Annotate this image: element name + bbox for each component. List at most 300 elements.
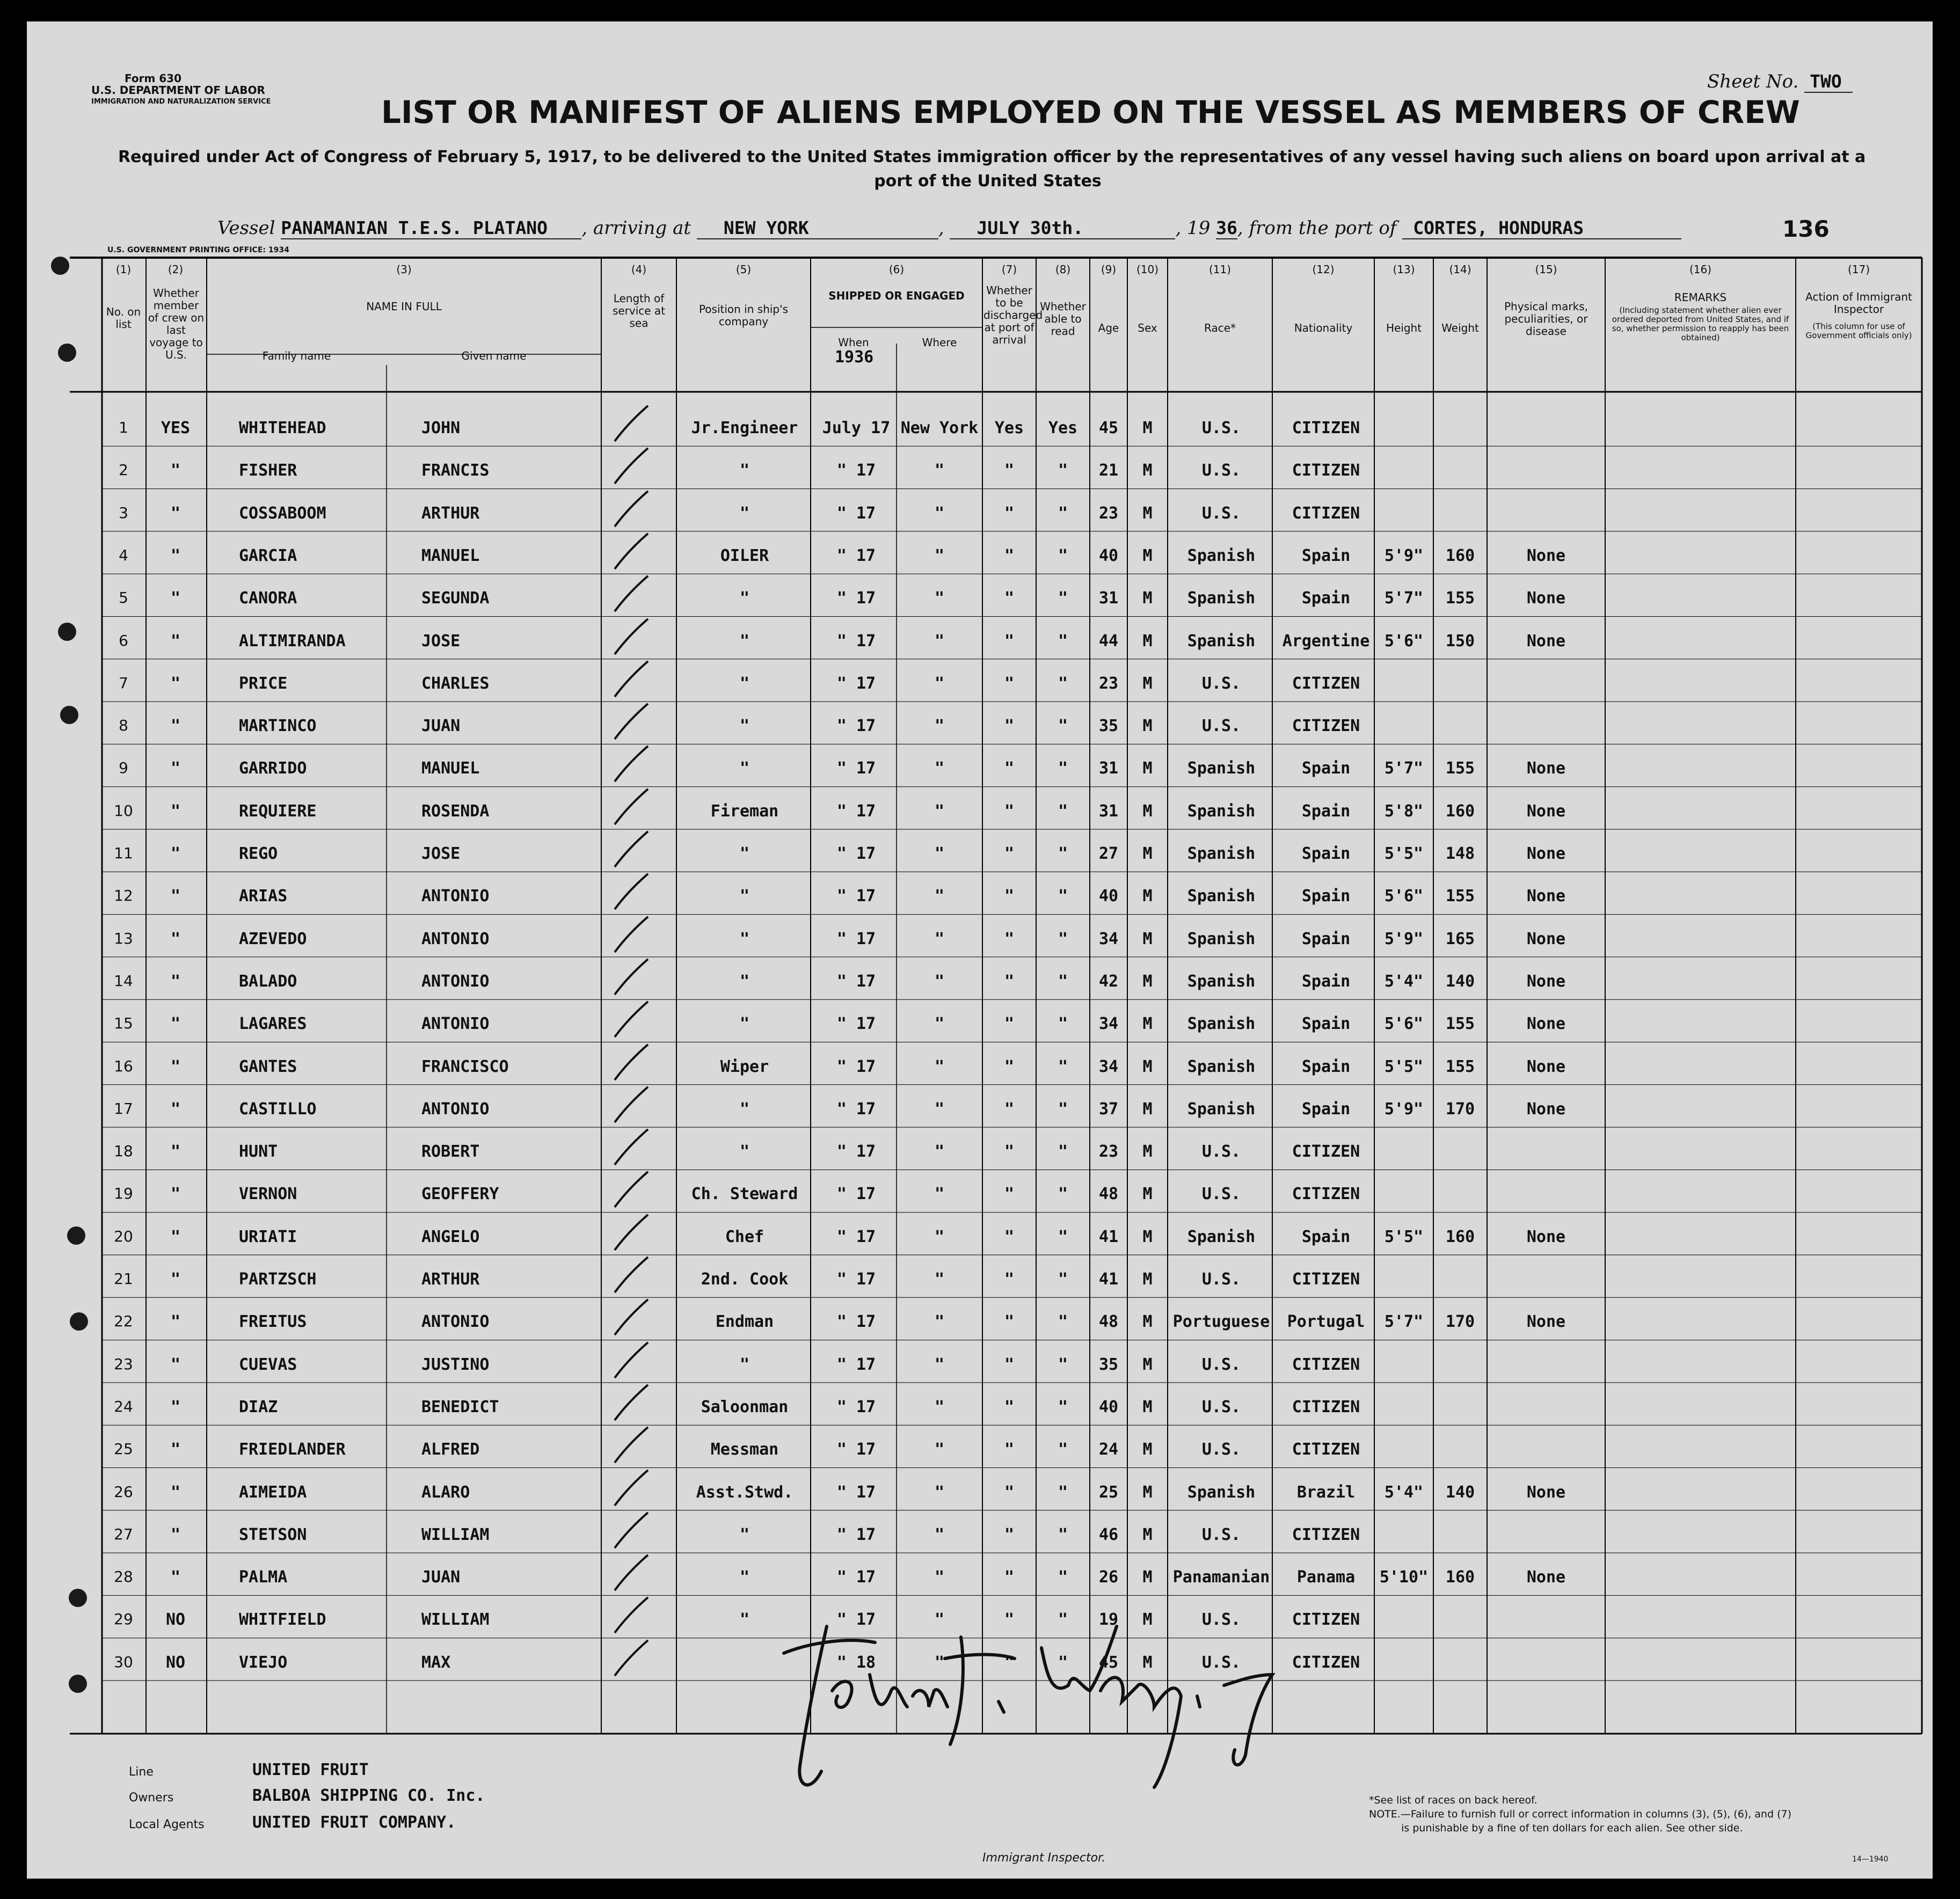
cell-family: COSSABOOM [239, 503, 326, 523]
cell-race: U.S. [1201, 1355, 1241, 1374]
cell-given: ARTHUR [421, 503, 480, 523]
cell-marks: None [1526, 631, 1566, 651]
cell-family: AIMEIDA [239, 1482, 307, 1502]
cell-nationality: CITIZEN [1292, 674, 1360, 693]
cell-sex: M [1142, 929, 1153, 948]
cell-position: " [739, 503, 750, 523]
col-8-header: Whether able to read [1040, 300, 1086, 338]
arrival-year: 36 [1216, 217, 1237, 238]
cell-when: " 17 [836, 1482, 876, 1502]
cell-family: GARRIDO [239, 759, 307, 778]
cell-family: REQUIERE [239, 801, 317, 821]
service-check-mark [609, 1126, 652, 1169]
cell-where: " [934, 887, 945, 906]
service-check-mark [609, 403, 652, 445]
col-3-given-header: Given name [461, 349, 527, 362]
cell-weight: 150 [1445, 631, 1475, 651]
cell-age: 35 [1098, 717, 1119, 736]
cell-no: 6 [119, 631, 128, 649]
cell-no: 10 [114, 801, 133, 820]
cell-age: 23 [1098, 1142, 1119, 1162]
cell-height: 5'5" [1384, 1227, 1424, 1246]
cell-given: ROBERT [421, 1142, 480, 1162]
cell-where: " [934, 631, 945, 651]
cell-read: " [1058, 1482, 1068, 1502]
vessel-label: Vessel [217, 217, 275, 239]
cell-height: 5'7" [1384, 759, 1424, 778]
cell-weight: 160 [1445, 1568, 1475, 1587]
cell-sex: M [1142, 1482, 1153, 1502]
cell-height: 5'5" [1384, 844, 1424, 863]
cell-nationality: CITIZEN [1292, 1397, 1360, 1416]
cell-height: 5'9" [1384, 546, 1424, 565]
cell-race: U.S. [1201, 1185, 1241, 1204]
cell-no: 14 [114, 972, 133, 990]
cell-read: " [1058, 1185, 1068, 1204]
col-13-header: Height [1386, 322, 1422, 334]
cell-marks: None [1526, 589, 1566, 608]
cell-last: " [170, 801, 181, 821]
cell-read: " [1058, 1312, 1068, 1332]
arriving-label: , arriving at [581, 217, 691, 239]
cell-last: " [170, 1185, 181, 1204]
cell-race: Spanish [1187, 759, 1256, 778]
cell-given: ANGELO [421, 1227, 480, 1246]
col-1-number: (1) [115, 263, 132, 276]
cell-family: STETSON [239, 1525, 307, 1544]
cell-discharged: " [1004, 546, 1015, 565]
cell-sex: M [1142, 1270, 1153, 1289]
cell-marks: None [1526, 972, 1566, 991]
cell-when: " 17 [836, 1227, 876, 1246]
cell-sex: M [1142, 1312, 1153, 1332]
cell-race: Spanish [1187, 589, 1256, 608]
punch-hole [51, 257, 69, 275]
cell-family: ARIAS [239, 887, 288, 906]
line-label: Line [129, 1765, 154, 1779]
cell-family: GANTES [239, 1057, 297, 1076]
cell-where: " [934, 1057, 945, 1076]
col-11-header: Race* [1204, 322, 1236, 334]
page-number: 136 [1782, 216, 1830, 242]
cell-position: " [739, 844, 750, 863]
cell-marks: None [1526, 844, 1566, 863]
service-check-mark [609, 488, 652, 531]
cell-given: BENEDICT [421, 1397, 499, 1416]
cell-height: 5'6" [1384, 1014, 1424, 1034]
cell-weight: 148 [1445, 844, 1475, 863]
punch-hole [60, 706, 78, 724]
cell-when: " 17 [836, 887, 876, 906]
cell-age: 21 [1098, 461, 1119, 480]
cell-sex: M [1142, 1397, 1153, 1416]
cell-position: " [739, 1099, 750, 1119]
cell-position: " [739, 972, 750, 991]
cell-weight: 170 [1445, 1099, 1475, 1119]
cell-when: " 17 [836, 929, 876, 948]
cell-when: " 18 [836, 1653, 876, 1672]
cell-position: 2nd. Cook [701, 1270, 789, 1289]
cell-family: REGO [239, 844, 278, 863]
owners-value: BALBOA SHIPPING CO. Inc. [252, 1786, 485, 1805]
cell-last: " [170, 717, 181, 736]
col-5-header: Position in ship's company [698, 303, 789, 328]
service-check-mark [609, 998, 652, 1041]
punch-hole [69, 1675, 87, 1693]
cell-discharged: Yes [994, 419, 1024, 437]
col-11-number: (11) [1208, 263, 1232, 276]
cell-marks: None [1526, 929, 1566, 948]
cell-position: " [739, 1355, 750, 1374]
cell-given: JOHN [421, 419, 461, 437]
cell-age: 37 [1098, 1099, 1119, 1119]
form-code: 14—1940 [1852, 1855, 1889, 1864]
cell-family: FISHER [239, 461, 297, 480]
cell-family: BALADO [239, 972, 297, 991]
cell-no: 2 [119, 461, 128, 479]
col-13-number: (13) [1393, 263, 1415, 276]
cell-age: 25 [1098, 1482, 1119, 1502]
cell-marks: None [1526, 1227, 1566, 1246]
owners-label: Owners [129, 1791, 174, 1805]
col-9-header: Age [1098, 322, 1119, 334]
cell-discharged: " [1004, 1014, 1015, 1034]
cell-when: " 17 [836, 1568, 876, 1587]
cell-family: GARCIA [239, 546, 297, 565]
cell-race: U.S. [1201, 1653, 1241, 1672]
cell-no: 8 [119, 717, 128, 735]
cell-race: Portuguese [1172, 1312, 1270, 1332]
cell-when: July 17 [822, 419, 891, 437]
cell-age: 40 [1098, 546, 1119, 565]
cell-discharged: " [1004, 1312, 1015, 1332]
cell-family: FREITUS [239, 1312, 307, 1332]
cell-read: " [1058, 801, 1068, 821]
cell-age: 23 [1098, 503, 1119, 523]
cell-weight: 140 [1445, 972, 1475, 991]
col-3-header: NAME IN FULL [366, 300, 442, 313]
cell-given: ARTHUR [421, 1270, 480, 1289]
cell-position: " [739, 461, 750, 480]
cell-sex: M [1142, 717, 1153, 736]
cell-height: 5'8" [1384, 801, 1424, 821]
cell-given: MANUEL [421, 546, 480, 565]
col-12-number: (12) [1312, 263, 1335, 276]
cell-discharged: " [1004, 1227, 1015, 1246]
cell-read: " [1058, 887, 1068, 906]
col-8-number: (8) [1055, 263, 1071, 276]
cell-read: " [1058, 1568, 1068, 1587]
cell-nationality: CITIZEN [1292, 1653, 1360, 1672]
cell-marks: None [1526, 1057, 1566, 1076]
service-check-mark [609, 445, 652, 488]
cell-discharged: " [1004, 1568, 1015, 1587]
cell-given: JUAN [421, 717, 461, 736]
col-16-subheader: (Including statement whether alien ever ordered deported from United States, and if so, whether permission to reapply has been obtained) [1612, 305, 1789, 342]
cell-nationality: Spain [1301, 887, 1351, 906]
cell-last: " [170, 1440, 181, 1459]
cell-nationality: Spain [1301, 844, 1351, 863]
cell-read: " [1058, 1355, 1068, 1374]
cell-race: U.S. [1201, 1142, 1241, 1162]
cell-nationality: Spain [1301, 759, 1351, 778]
cell-race: U.S. [1201, 1440, 1241, 1459]
cell-given: ANTONIO [421, 972, 490, 991]
cell-height: 5'7" [1384, 589, 1424, 608]
cell-weight: 165 [1445, 929, 1475, 948]
service-check-mark [609, 1424, 652, 1467]
cell-where: " [934, 503, 945, 523]
cell-sex: M [1142, 1142, 1153, 1162]
cell-no: 13 [114, 929, 133, 947]
cell-marks: None [1526, 1014, 1566, 1034]
col-1-header: No. on list [106, 305, 141, 331]
departure-port: CORTES, HONDURAS [1402, 217, 1681, 239]
cell-given: ANTONIO [421, 887, 490, 906]
cell-marks: None [1526, 801, 1566, 821]
cell-no: 3 [119, 503, 128, 522]
cell-given: WILLIAM [421, 1525, 490, 1544]
service-check-mark [609, 914, 652, 956]
cell-age: 34 [1098, 1014, 1119, 1034]
col-6-year: 1936 [835, 348, 874, 367]
service-name: IMMIGRATION AND NATURALIZATION SERVICE [91, 98, 271, 106]
cell-sex: M [1142, 1653, 1153, 1672]
cell-discharged: " [1004, 929, 1015, 948]
cell-race: U.S. [1201, 461, 1241, 480]
inspector-signature [768, 1594, 1294, 1809]
cell-discharged: " [1004, 801, 1015, 821]
cell-height: 5'4" [1384, 972, 1424, 991]
cell-height: 5'5" [1384, 1057, 1424, 1076]
cell-height: 5'4" [1384, 1482, 1424, 1502]
cell-position: " [739, 674, 750, 693]
cell-sex: M [1142, 546, 1153, 565]
cell-nationality: CITIZEN [1292, 1270, 1360, 1289]
col-17-number: (17) [1847, 263, 1870, 276]
cell-read: " [1058, 1099, 1068, 1119]
cell-when: " 17 [836, 546, 876, 565]
cell-read: " [1058, 1227, 1068, 1246]
cell-family: FRIEDLANDER [239, 1440, 346, 1459]
cell-family: CASTILLO [239, 1099, 317, 1119]
col-14-header: Weight [1441, 322, 1479, 334]
cell-age: 42 [1098, 972, 1119, 991]
cell-position: " [739, 589, 750, 608]
cell-last: " [170, 1525, 181, 1544]
cell-when: " 17 [836, 844, 876, 863]
penalty-note-line-2: is punishable by a fine of ten dollars for each alien. See other side. [1401, 1822, 1743, 1834]
cell-when: " 17 [836, 801, 876, 821]
cell-race: Panamanian [1172, 1568, 1270, 1587]
cell-no: 9 [119, 759, 128, 777]
col-16-number: (16) [1689, 263, 1712, 276]
punch-hole [69, 1589, 87, 1607]
cell-last: " [170, 1397, 181, 1416]
cell-nationality: CITIZEN [1292, 1355, 1360, 1374]
cell-read: " [1058, 1014, 1068, 1034]
cell-marks: None [1526, 1099, 1566, 1119]
cell-where: " [934, 589, 945, 608]
cell-nationality: CITIZEN [1292, 1440, 1360, 1459]
cell-given: JUSTINO [421, 1355, 490, 1374]
col-3-number: (3) [396, 263, 412, 276]
cell-discharged: " [1004, 1610, 1015, 1630]
cell-nationality: CITIZEN [1292, 1525, 1360, 1544]
cell-position: Jr.Engineer [691, 419, 798, 437]
cell-position: Asst.Stwd. [696, 1482, 793, 1502]
cell-given: WILLIAM [421, 1610, 490, 1630]
from-port-label: , from the port of [1237, 217, 1397, 239]
cell-where: " [934, 1312, 945, 1332]
cell-when: " 17 [836, 461, 876, 480]
cell-when: " 17 [836, 1099, 876, 1119]
cell-when: " 17 [836, 759, 876, 778]
cell-nationality: CITIZEN [1292, 419, 1360, 437]
cell-age: 34 [1098, 929, 1119, 948]
punch-hole [58, 623, 76, 641]
cell-no: 16 [114, 1057, 133, 1075]
cell-position: Endman [715, 1312, 774, 1332]
service-check-mark [609, 530, 652, 573]
cell-discharged: " [1004, 1397, 1015, 1416]
cell-read: " [1058, 674, 1068, 693]
service-check-mark [609, 1637, 652, 1680]
service-check-mark [609, 1467, 652, 1510]
cell-sex: M [1142, 1610, 1153, 1630]
cell-last: " [170, 1568, 181, 1587]
cell-height: 5'9" [1384, 929, 1424, 948]
cell-race: Spanish [1187, 1227, 1256, 1246]
cell-age: 40 [1098, 1397, 1119, 1416]
cell-read: " [1058, 1440, 1068, 1459]
cell-no: 4 [119, 546, 128, 564]
cell-no: 26 [114, 1482, 133, 1501]
cell-sex: M [1142, 674, 1153, 693]
cell-no: 28 [114, 1568, 133, 1586]
cell-when: " 17 [836, 972, 876, 991]
cell-weight: 160 [1445, 546, 1475, 565]
cell-last: " [170, 1270, 181, 1289]
col-4-header: Length of service at sea [612, 292, 666, 330]
cell-last: " [170, 589, 181, 608]
cell-where: " [934, 461, 945, 480]
col-6-when-header: When [838, 336, 869, 349]
cell-race: U.S. [1201, 1397, 1241, 1416]
cell-sex: M [1142, 844, 1153, 863]
cell-discharged: " [1004, 1270, 1015, 1289]
vessel-line: Vessel PANAMANIAN T.E.S. PLATANO , arriving at NEW YORK , JULY 30th. , 19 36, from the port of CORTES, HONDURAS [217, 217, 1681, 239]
cell-discharged: " [1004, 503, 1015, 523]
cell-sex: M [1142, 1227, 1153, 1246]
cell-last: " [170, 1057, 181, 1076]
service-check-mark [609, 1382, 652, 1425]
cell-height: 5'10" [1379, 1568, 1429, 1587]
cell-given: JOSE [421, 844, 461, 863]
cell-where: " [934, 1568, 945, 1587]
cell-family: VERNON [239, 1185, 297, 1204]
cell-last: NO [165, 1653, 186, 1672]
cell-nationality: Argentine [1282, 631, 1370, 651]
cell-given: SEGUNDA [421, 589, 490, 608]
service-check-mark [609, 616, 652, 659]
cell-marks: None [1526, 546, 1566, 565]
cell-height: 5'9" [1384, 1099, 1424, 1119]
service-check-mark [609, 1594, 652, 1637]
cell-family: CUEVAS [239, 1355, 297, 1374]
cell-race: U.S. [1201, 674, 1241, 693]
cell-discharged: " [1004, 717, 1015, 736]
cell-nationality: CITIZEN [1292, 1142, 1360, 1162]
cell-where: " [934, 1270, 945, 1289]
cell-age: 23 [1098, 674, 1119, 693]
year-prefix: , 19 [1175, 217, 1211, 239]
cell-discharged: " [1004, 1355, 1015, 1374]
service-check-mark [609, 1168, 652, 1211]
cell-last: " [170, 1142, 181, 1162]
cell-weight: 140 [1445, 1482, 1475, 1502]
cell-race: Spanish [1187, 1057, 1256, 1076]
col-6-header: SHIPPED OR ENGAGED [828, 289, 965, 302]
cell-race: U.S. [1201, 1525, 1241, 1544]
service-check-mark [609, 700, 652, 743]
cell-read: " [1058, 1397, 1068, 1416]
cell-discharged: " [1004, 1482, 1015, 1502]
cell-family: DIAZ [239, 1397, 278, 1416]
cell-family: WHITEHEAD [239, 419, 326, 437]
cell-sex: M [1142, 461, 1153, 480]
cell-no: 17 [114, 1099, 133, 1118]
col-17-subheader: (This column for use of Government officials only) [1805, 322, 1912, 340]
cell-no: 12 [114, 887, 133, 905]
cell-height: 5'6" [1384, 631, 1424, 651]
cell-family: AZEVEDO [239, 929, 307, 948]
cell-nationality: CITIZEN [1292, 1610, 1360, 1630]
cell-no: 11 [114, 844, 133, 862]
inspector-label: Immigrant Inspector. [982, 1851, 1106, 1865]
cell-last: " [170, 1227, 181, 1246]
service-check-mark [609, 1552, 652, 1595]
cell-weight: 155 [1445, 759, 1475, 778]
cell-read: Yes [1048, 419, 1078, 437]
cell-no: 20 [114, 1227, 133, 1245]
cell-nationality: Spain [1301, 1227, 1351, 1246]
col-16-header: REMARKS [1674, 291, 1727, 304]
service-check-mark [609, 786, 652, 829]
cell-height: 5'6" [1384, 887, 1424, 906]
col-4-number: (4) [631, 263, 647, 276]
cell-race: U.S. [1201, 1270, 1241, 1289]
cell-discharged: " [1004, 1525, 1015, 1544]
cell-read: " [1058, 929, 1068, 948]
cell-position: " [739, 1142, 750, 1162]
cell-family: ALTIMIRANDA [239, 631, 346, 651]
cell-position: " [739, 717, 750, 736]
cell-last: " [170, 546, 181, 565]
cell-sex: M [1142, 1440, 1153, 1459]
cell-where: " [934, 929, 945, 948]
cell-position: Ch. Steward [691, 1185, 798, 1204]
cell-height: 5'7" [1384, 1312, 1424, 1332]
department-name: U.S. DEPARTMENT OF LABOR [91, 84, 265, 97]
cell-where: " [934, 1227, 945, 1246]
cell-discharged: " [1004, 1440, 1015, 1459]
cell-position: " [739, 887, 750, 906]
cell-marks: None [1526, 1482, 1566, 1502]
cell-given: ALFRED [421, 1440, 480, 1459]
cell-read: " [1058, 503, 1068, 523]
cell-marks: None [1526, 1312, 1566, 1332]
